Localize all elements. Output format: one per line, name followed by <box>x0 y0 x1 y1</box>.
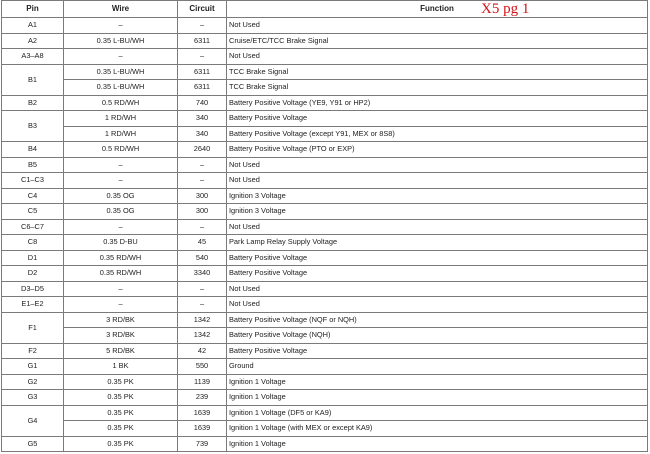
wire-cell: 0.35 PK <box>64 374 178 390</box>
wire-cell: – <box>64 18 178 34</box>
circuit-cell: 3340 <box>178 266 227 282</box>
table-row <box>2 157 648 173</box>
wire-cell: 0.35 PK <box>64 390 178 406</box>
wire-cell: 0.35 L-BU/WH <box>64 80 178 96</box>
function-cell: Ignition 3 Voltage <box>227 204 648 220</box>
wire-cell: 0.35 PK <box>64 405 178 421</box>
pin-cell: G2 <box>2 374 64 390</box>
wire-cell: 0.35 L-BU/WH <box>64 33 178 49</box>
pin-cell: B2 <box>2 95 64 111</box>
pin-cell: B4 <box>2 142 64 158</box>
table-row <box>2 281 648 297</box>
table-row <box>2 421 648 437</box>
circuit-cell: 45 <box>178 235 227 251</box>
table-row <box>2 390 648 406</box>
function-cell: Not Used <box>227 297 648 313</box>
wire-cell: – <box>64 49 178 65</box>
circuit-cell: 540 <box>178 250 227 266</box>
pin-cell: D3–D5 <box>2 281 64 297</box>
function-cell: Cruise/ETC/TCC Brake Signal <box>227 33 648 49</box>
pin-cell: A1 <box>2 18 64 34</box>
circuit-cell: – <box>178 157 227 173</box>
function-cell: Battery Positive Voltage (YE9, Y91 or HP2) <box>227 95 648 111</box>
pin-cell: C8 <box>2 235 64 251</box>
function-cell: Not Used <box>227 173 648 189</box>
function-cell: Battery Positive Voltage (PTO or EXP) <box>227 142 648 158</box>
pin-cell: A3–A8 <box>2 49 64 65</box>
circuit-cell: 1139 <box>178 374 227 390</box>
table-row <box>2 80 648 96</box>
wire-cell: – <box>64 281 178 297</box>
function-cell: Park Lamp Relay Supply Voltage <box>227 235 648 251</box>
circuit-cell: 550 <box>178 359 227 375</box>
wire-cell: 0.35 OG <box>64 188 178 204</box>
wire-cell: – <box>64 297 178 313</box>
function-cell: Battery Positive Voltage <box>227 111 648 127</box>
circuit-cell: 739 <box>178 436 227 452</box>
table-row <box>2 18 648 34</box>
function-cell: Ignition 1 Voltage <box>227 374 648 390</box>
pin-cell: F1 <box>2 312 64 343</box>
function-cell: Not Used <box>227 49 648 65</box>
pin-cell: D1 <box>2 250 64 266</box>
circuit-cell: 740 <box>178 95 227 111</box>
wire-cell: 0.35 OG <box>64 204 178 220</box>
wire-cell: 0.35 L-BU/WH <box>64 64 178 80</box>
table-row <box>2 297 648 313</box>
circuit-cell: – <box>178 173 227 189</box>
function-cell: Battery Positive Voltage <box>227 266 648 282</box>
function-cell: TCC Brake Signal <box>227 80 648 96</box>
wire-cell: 0.5 RD/WH <box>64 95 178 111</box>
wire-cell: – <box>64 157 178 173</box>
circuit-cell: – <box>178 297 227 313</box>
pin-cell: B5 <box>2 157 64 173</box>
pin-cell: G3 <box>2 390 64 406</box>
wire-cell: 0.5 RD/WH <box>64 142 178 158</box>
wire-cell: 1 BK <box>64 359 178 375</box>
header-wire: Wire <box>64 1 178 18</box>
pin-cell: D2 <box>2 266 64 282</box>
function-cell: Not Used <box>227 219 648 235</box>
function-cell: Battery Positive Voltage <box>227 250 648 266</box>
pin-cell: B1 <box>2 64 64 95</box>
table-row <box>2 49 648 65</box>
wire-cell: – <box>64 219 178 235</box>
table-row <box>2 405 648 421</box>
pinout-table <box>1 0 648 452</box>
pin-cell: E1–E2 <box>2 297 64 313</box>
table-row <box>2 126 648 142</box>
wire-cell: 0.35 PK <box>64 421 178 437</box>
table-row <box>2 33 648 49</box>
pin-cell: G5 <box>2 436 64 452</box>
table-row <box>2 95 648 111</box>
circuit-cell: – <box>178 281 227 297</box>
function-cell: Ignition 1 Voltage <box>227 390 648 406</box>
table-row <box>2 204 648 220</box>
circuit-cell: 340 <box>178 111 227 127</box>
table-row <box>2 328 648 344</box>
circuit-cell: – <box>178 18 227 34</box>
function-cell: Ignition 1 Voltage (with MEX or except KA9) <box>227 421 648 437</box>
pin-cell: G4 <box>2 405 64 436</box>
table-row <box>2 219 648 235</box>
pin-cell: A2 <box>2 33 64 49</box>
circuit-cell: 1639 <box>178 405 227 421</box>
function-cell: Battery Positive Voltage (NQF or NQH) <box>227 312 648 328</box>
table-row <box>2 235 648 251</box>
function-cell: Not Used <box>227 281 648 297</box>
wire-cell: 5 RD/BK <box>64 343 178 359</box>
circuit-cell: – <box>178 49 227 65</box>
wire-cell: 3 RD/BK <box>64 328 178 344</box>
wire-cell: 3 RD/BK <box>64 312 178 328</box>
circuit-cell: 42 <box>178 343 227 359</box>
circuit-cell: 2640 <box>178 142 227 158</box>
function-cell: TCC Brake Signal <box>227 64 648 80</box>
table-row <box>2 173 648 189</box>
circuit-cell: 1639 <box>178 421 227 437</box>
table-row <box>2 359 648 375</box>
circuit-cell: 6311 <box>178 80 227 96</box>
circuit-cell: 239 <box>178 390 227 406</box>
table-body <box>2 18 648 452</box>
table-row <box>2 64 648 80</box>
header-circuit: Circuit <box>178 1 227 18</box>
table-row <box>2 188 648 204</box>
pin-cell: C4 <box>2 188 64 204</box>
circuit-cell: 300 <box>178 204 227 220</box>
table-row <box>2 312 648 328</box>
table-row <box>2 266 648 282</box>
pin-cell: C5 <box>2 204 64 220</box>
wire-cell: 0.35 PK <box>64 436 178 452</box>
table-row <box>2 436 648 452</box>
pin-cell: C1–C3 <box>2 173 64 189</box>
table-row <box>2 250 648 266</box>
header-function: Function <box>227 1 648 18</box>
circuit-cell: – <box>178 219 227 235</box>
wire-cell: 0.35 RD/WH <box>64 250 178 266</box>
wire-cell: 0.35 RD/WH <box>64 266 178 282</box>
circuit-cell: 1342 <box>178 328 227 344</box>
page-note: X5 pg 1 <box>481 1 530 17</box>
table-row <box>2 111 648 127</box>
pin-cell: F2 <box>2 343 64 359</box>
function-cell: Battery Positive Voltage (NQH) <box>227 328 648 344</box>
header-pin: Pin <box>2 1 64 18</box>
wire-cell: – <box>64 173 178 189</box>
wire-cell: 0.35 D-BU <box>64 235 178 251</box>
table-row <box>2 374 648 390</box>
wire-cell: 1 RD/WH <box>64 111 178 127</box>
function-cell: Battery Positive Voltage <box>227 343 648 359</box>
function-cell: Battery Positive Voltage (except Y91, MEX or 8S8) <box>227 126 648 142</box>
table-row <box>2 142 648 158</box>
pin-cell: C6–C7 <box>2 219 64 235</box>
pin-cell: G1 <box>2 359 64 375</box>
function-cell: Ground <box>227 359 648 375</box>
function-cell: Not Used <box>227 18 648 34</box>
table-row <box>2 343 648 359</box>
header-row <box>2 1 648 18</box>
pin-cell: B3 <box>2 111 64 142</box>
circuit-cell: 300 <box>178 188 227 204</box>
function-cell: Not Used <box>227 157 648 173</box>
function-cell: Ignition 1 Voltage <box>227 436 648 452</box>
circuit-cell: 6311 <box>178 33 227 49</box>
function-cell: Ignition 3 Voltage <box>227 188 648 204</box>
wire-cell: 1 RD/WH <box>64 126 178 142</box>
circuit-cell: 340 <box>178 126 227 142</box>
circuit-cell: 6311 <box>178 64 227 80</box>
circuit-cell: 1342 <box>178 312 227 328</box>
function-cell: Ignition 1 Voltage (DF5 or KA9) <box>227 405 648 421</box>
